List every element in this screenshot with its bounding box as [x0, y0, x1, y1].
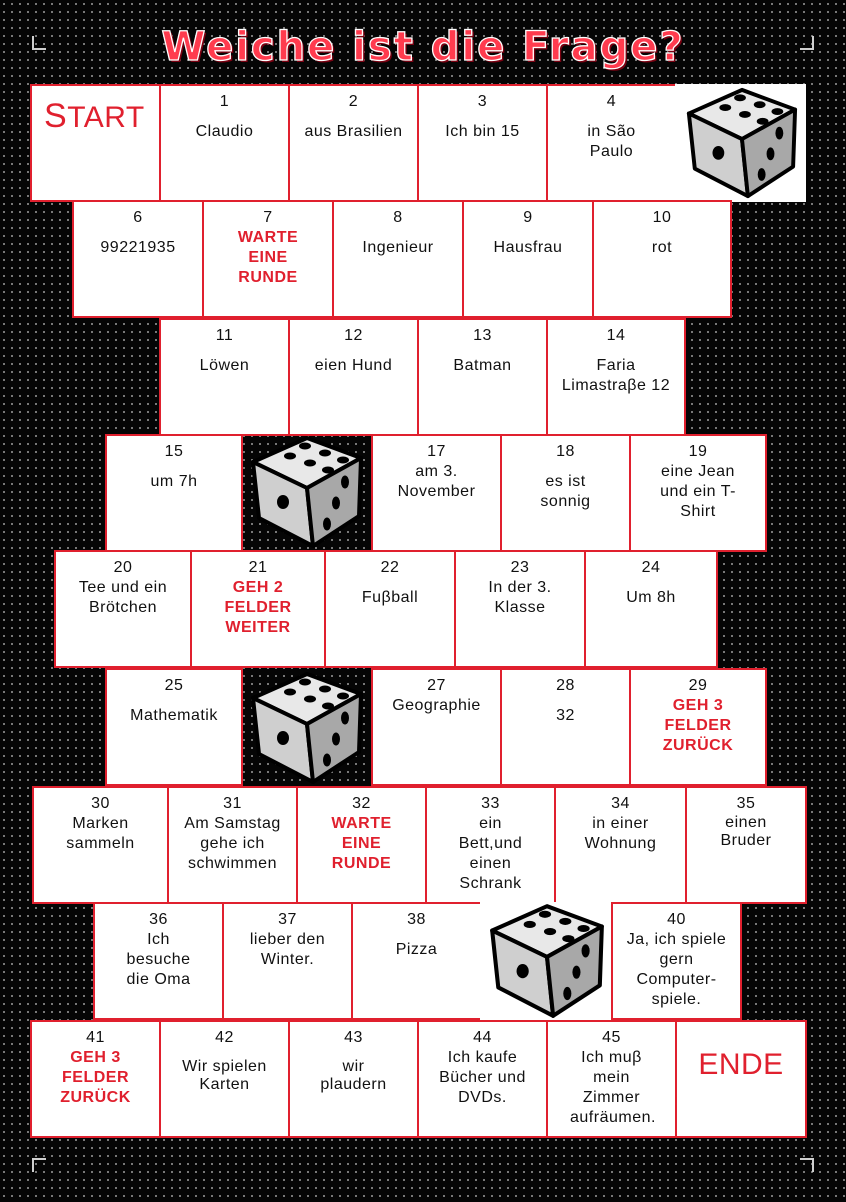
field-11[interactable] [159, 318, 290, 436]
field-44[interactable] [417, 1020, 548, 1138]
field-number: 10 [652, 209, 672, 226]
field-29[interactable] [629, 668, 767, 786]
field-6[interactable] [72, 200, 204, 318]
field-25[interactable] [105, 668, 243, 786]
start-label-first: S [44, 97, 68, 135]
field-number: 14 [606, 327, 626, 344]
field-number: 19 [688, 443, 708, 460]
field-text: Am Samstag gehe ich schwimmen [184, 815, 281, 872]
field-18[interactable] [500, 434, 631, 552]
field-text: am 3. November [397, 463, 476, 500]
field-19[interactable] [629, 434, 767, 552]
field-number: 28 [556, 677, 575, 694]
field-36[interactable] [93, 902, 224, 1020]
field-text: aus Brasilien [304, 123, 403, 140]
field-number: 41 [86, 1029, 105, 1046]
field-text: es ist sonnig [540, 473, 591, 510]
field-text: in São Paulo [587, 123, 636, 160]
field-text: Pizza [395, 941, 438, 958]
field-number: 36 [149, 911, 168, 928]
field-31[interactable] [167, 786, 298, 904]
field-21[interactable] [190, 550, 326, 668]
crop-mark [800, 36, 814, 50]
field-12[interactable] [288, 318, 419, 436]
field-text: GEH 3 FELDER ZURÜCK [662, 697, 734, 754]
field-text: Mathematik [130, 707, 218, 724]
field-8[interactable] [332, 200, 464, 318]
field-number: 30 [91, 795, 110, 812]
field-number: 43 [344, 1029, 363, 1046]
field-text: Ja, ich spiele gern Computer-spiele. [626, 931, 727, 1008]
field-number: 2 [348, 93, 359, 110]
field-23[interactable] [454, 550, 586, 668]
field-text: in einer Wohnung [584, 815, 657, 852]
field-41[interactable] [30, 1020, 161, 1138]
field-text: eien Hund [314, 357, 393, 374]
page-title: Weiche ist die Frage? [161, 24, 685, 70]
field-15[interactable] [105, 434, 243, 552]
field-text: Ingenieur [362, 239, 434, 256]
dice-icon [241, 666, 371, 790]
dice-icon [241, 430, 371, 554]
field-text: lieber den Winter. [249, 931, 326, 968]
field-text: Fuβball [361, 589, 419, 606]
field-42[interactable] [159, 1020, 290, 1138]
field-text: Ich kaufe Bücher und DVDs. [439, 1049, 526, 1106]
field-text: WARTE EINE RUNDE [237, 229, 299, 286]
field-1[interactable] [159, 84, 290, 202]
dice-icon [480, 900, 612, 1022]
field-number: 3 [477, 93, 488, 110]
field-number: 24 [641, 559, 661, 576]
field-text: Ich besuche die Oma [126, 931, 191, 988]
end-field[interactable] [675, 1020, 807, 1138]
start-field[interactable] [30, 84, 161, 202]
field-33[interactable] [425, 786, 556, 904]
crop-mark [32, 1158, 46, 1172]
field-number: 37 [278, 911, 297, 928]
field-text: WARTE EINE RUNDE [331, 815, 392, 872]
field-text: Batman [453, 357, 512, 374]
field-24[interactable] [584, 550, 718, 668]
field-43[interactable] [288, 1020, 419, 1138]
field-27[interactable] [371, 668, 502, 786]
field-text: eine Jean und ein T-Shirt [660, 463, 736, 520]
dice-icon [675, 84, 807, 202]
field-37[interactable] [222, 902, 353, 1020]
field-number: 25 [164, 677, 184, 694]
field-text: wir plaudern [320, 1058, 387, 1093]
field-4[interactable] [546, 84, 677, 202]
field-number: 44 [473, 1029, 492, 1046]
field-number: 1 [219, 93, 230, 110]
field-text: Faria Limastraβe 12 [561, 357, 671, 394]
field-number: 31 [223, 795, 242, 812]
field-text: Ich bin 15 [445, 123, 520, 140]
field-2[interactable] [288, 84, 419, 202]
field-number: 6 [133, 209, 143, 226]
field-number: 34 [611, 795, 630, 812]
crop-mark [800, 1158, 814, 1172]
field-text: Wir spielen Karten [182, 1058, 267, 1093]
field-text: Um 8h [626, 589, 676, 606]
field-text: Hausfrau [493, 239, 563, 256]
field-38[interactable] [351, 902, 482, 1020]
field-number: 15 [164, 443, 184, 460]
crop-mark [32, 36, 46, 50]
field-text: 99221935 [100, 239, 176, 256]
field-number: 23 [510, 559, 530, 576]
field-text: Ich muβ mein Zimmer aufräumen. [570, 1049, 656, 1126]
start-label-rest: TART [67, 101, 145, 134]
field-number: 35 [736, 795, 756, 812]
field-number: 29 [688, 677, 708, 694]
field-10[interactable] [592, 200, 732, 318]
field-number: 22 [380, 559, 400, 576]
field-34[interactable] [554, 786, 687, 904]
field-14[interactable] [546, 318, 686, 436]
field-text: GEH 3 FELDER ZURÜCK [60, 1049, 131, 1106]
field-7[interactable] [202, 200, 334, 318]
field-number: 20 [113, 559, 133, 576]
field-number: 7 [263, 209, 273, 226]
field-number: 17 [427, 443, 446, 460]
field-text: 32 [556, 707, 575, 724]
field-number: 9 [523, 209, 533, 226]
end-label: ENDE [698, 1048, 784, 1081]
field-35[interactable] [685, 786, 807, 904]
field-text: einen Bruder [720, 814, 772, 849]
field-text: rot [651, 239, 673, 256]
field-number: 4 [606, 93, 617, 110]
field-40[interactable] [611, 902, 742, 1020]
field-17[interactable] [371, 434, 502, 552]
field-text: ein Bett,und einen Schrank [458, 815, 523, 892]
field-number: 40 [667, 911, 686, 928]
field-number: 38 [407, 911, 426, 928]
field-text: Geographie [392, 697, 481, 714]
field-number: 12 [344, 327, 363, 344]
field-13[interactable] [417, 318, 548, 436]
field-number: 11 [215, 327, 234, 344]
field-45[interactable] [546, 1020, 677, 1138]
field-32[interactable] [296, 786, 427, 904]
field-number: 8 [393, 209, 403, 226]
field-number: 42 [215, 1029, 234, 1046]
field-number: 45 [602, 1029, 621, 1046]
field-text: GEH 2 FELDER WEITER [224, 579, 292, 636]
field-number: 21 [248, 559, 268, 576]
field-number: 32 [352, 795, 371, 812]
field-9[interactable] [462, 200, 594, 318]
field-text: Tee und ein Brötchen [78, 579, 168, 616]
field-text: Löwen [199, 357, 250, 374]
field-text: Claudio [195, 123, 254, 140]
field-3[interactable] [417, 84, 548, 202]
field-text: In der 3. Klasse [488, 579, 552, 616]
field-number: 27 [427, 677, 446, 694]
field-22[interactable] [324, 550, 456, 668]
field-number: 18 [556, 443, 575, 460]
field-28[interactable] [500, 668, 631, 786]
field-text: um 7h [150, 473, 198, 490]
field-20[interactable] [54, 550, 192, 668]
field-number: 33 [481, 795, 500, 812]
field-text: Marken sammeln [66, 815, 135, 852]
field-number: 13 [473, 327, 492, 344]
field-30[interactable] [32, 786, 169, 904]
